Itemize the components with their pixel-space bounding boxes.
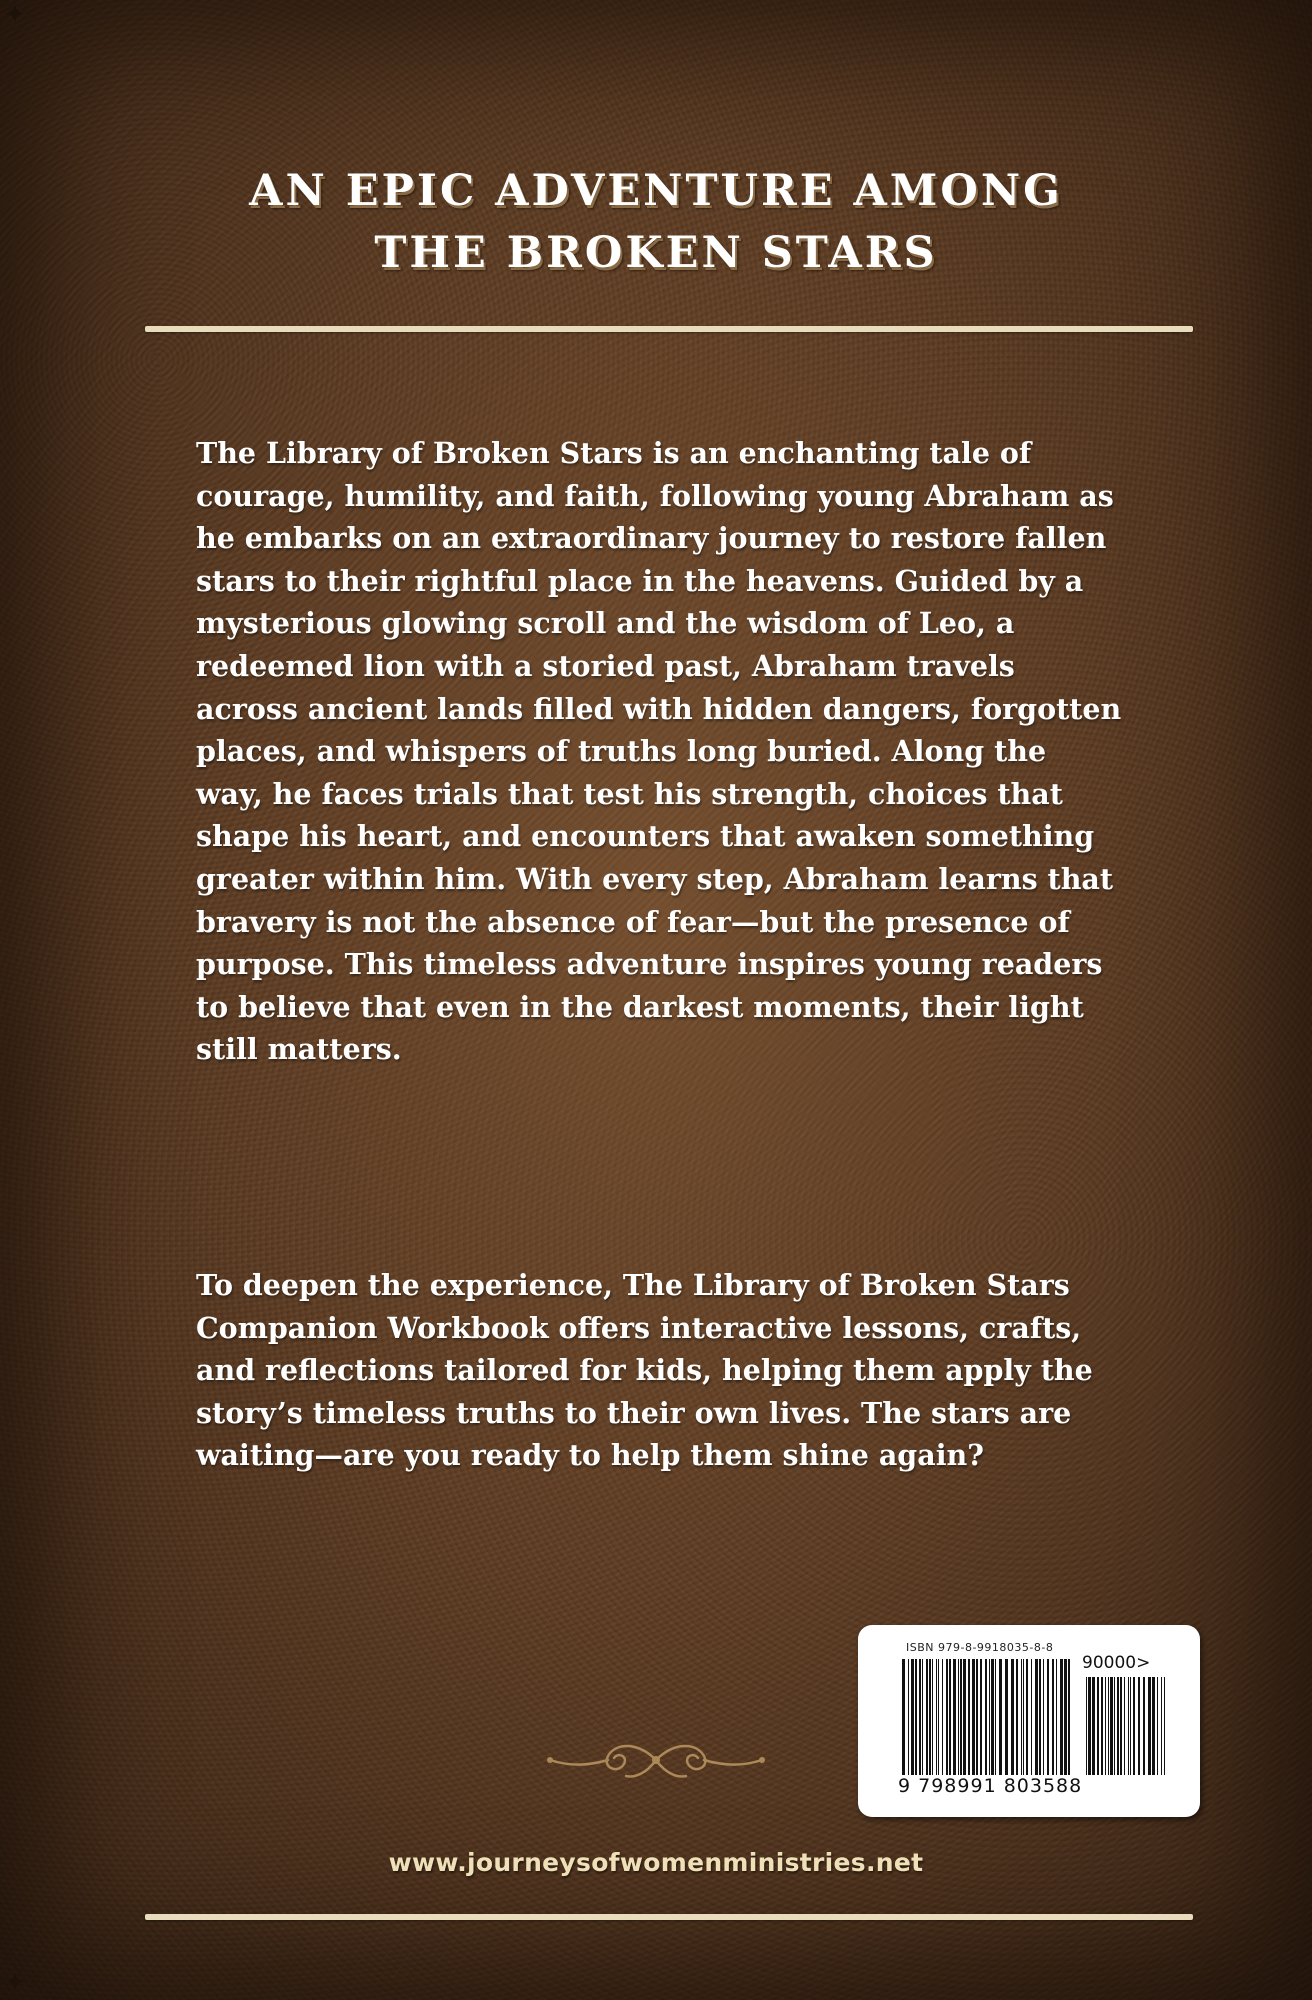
- barcode-bar: [968, 1659, 970, 1775]
- barcode-bar: [1101, 1677, 1103, 1775]
- barcode-bar: [911, 1659, 914, 1775]
- barcode-bar: [1035, 1659, 1038, 1775]
- barcode-bar: [1157, 1677, 1158, 1775]
- barcode-bar: [963, 1659, 966, 1775]
- website-url[interactable]: www.journeysofwomenministries.net: [388, 1848, 924, 1877]
- barcode-bar: [949, 1659, 951, 1775]
- barcode-bar: [1114, 1677, 1115, 1775]
- description-paragraph-2: [196, 1264, 1186, 1477]
- barcode-bar: [1060, 1659, 1063, 1775]
- barcode-bar: [1031, 1659, 1032, 1775]
- bottom-divider: [145, 1914, 1193, 1920]
- barcode-bar: [1097, 1677, 1099, 1775]
- text-line: to believe that even in the darkest moments, their light: [196, 989, 1084, 1024]
- isbn-label: ISBN 979-8-9918035-8-8: [906, 1641, 1054, 1654]
- text-line: The Library of Broken Stars is an enchanting tale of: [196, 436, 1032, 470]
- text-line: shape his heart, and encounters that awaken something: [196, 819, 1095, 854]
- barcode-bar: [1124, 1677, 1125, 1775]
- text-line: To deepen the experience, The Library of Broken Stars: [196, 1268, 1070, 1302]
- barcode-bar: [976, 1659, 978, 1775]
- barcode-bar: [999, 1659, 1002, 1775]
- flourish-ornament-icon: [538, 1736, 774, 1784]
- corner-rivet-icon: ✦: [4, 0, 26, 30]
- barcode-bar: [995, 1659, 996, 1775]
- headline-line-1: AN EPIC ADVENTURE AMONG: [249, 166, 1063, 216]
- barcode-bar: [1056, 1659, 1057, 1775]
- barcode-bar: [1026, 1659, 1028, 1775]
- text-line: waiting—are you ready to help them shine again?: [196, 1438, 984, 1473]
- barcode-bar: [942, 1659, 943, 1775]
- barcode-bar: [938, 1659, 939, 1775]
- text-line: he embarks on an extraordinary journey to restore fallen: [196, 521, 1107, 556]
- text-line: redeemed lion with a storied past, Abraham travels: [196, 648, 1015, 683]
- barcode-main-bars: [902, 1659, 1070, 1775]
- barcode-bar: [1108, 1677, 1109, 1775]
- isbn-digits: 9 798991 803588: [898, 1775, 1083, 1797]
- barcode-bar: [1105, 1677, 1106, 1775]
- barcode-addon-bars: [1086, 1677, 1166, 1775]
- barcode-bar: [1088, 1677, 1091, 1775]
- barcode-bar: [1164, 1677, 1165, 1775]
- text-line: places, and whispers of truths long buried. Along the: [196, 734, 1047, 769]
- text-line: bravery is not the absence of fear—but the presence of: [196, 904, 1070, 939]
- barcode-bar: [1023, 1659, 1024, 1775]
- barcode-bar: [902, 1659, 905, 1775]
- text-line: greater within him. With every step, Abraham learns that: [196, 861, 1114, 896]
- barcode-bar: [915, 1659, 917, 1775]
- barcode-bar: [908, 1659, 909, 1775]
- corner-rivet-icon: ✦: [4, 1968, 26, 1998]
- top-divider: [145, 326, 1193, 332]
- barcode-bar: [1152, 1677, 1155, 1775]
- barcode-bar: [980, 1659, 982, 1775]
- barcode-bar: [991, 1659, 994, 1775]
- price-code: 90000>: [1082, 1653, 1151, 1673]
- barcode-bar: [1016, 1659, 1018, 1775]
- barcode-bar: [960, 1659, 962, 1775]
- barcode-bar: [932, 1659, 933, 1775]
- barcode-bar: [922, 1659, 923, 1775]
- barcode-bar: [1148, 1677, 1151, 1775]
- barcode-bar: [1120, 1677, 1122, 1775]
- barcode-bar: [1052, 1659, 1054, 1775]
- text-line: stars to their rightful place in the heavens. Guided by a: [196, 563, 1084, 598]
- barcode-bar: [972, 1659, 975, 1775]
- text-line: across ancient lands filled with hidden dangers, forgotten: [196, 691, 1122, 726]
- barcode-bar: [1092, 1677, 1095, 1775]
- barcode-bar: [1128, 1677, 1129, 1775]
- barcode-bar: [1039, 1659, 1041, 1775]
- headline: [0, 160, 1312, 284]
- barcode-bar: [958, 1659, 959, 1775]
- barcode-bar: [929, 1659, 931, 1775]
- barcode-bar: [919, 1659, 921, 1775]
- text-line: courage, humility, and faith, following young Abraham as: [196, 478, 1114, 513]
- text-line: mysterious glowing scroll and the wisdom of Leo, a: [196, 606, 1015, 641]
- text-line: way, he faces trials that test his strength, choices that: [196, 776, 1063, 811]
- barcode-bar: [989, 1659, 990, 1775]
- barcode-bar: [1138, 1677, 1140, 1775]
- barcode-bar: [1064, 1659, 1067, 1775]
- text-line: and reflections tailored for kids, helping them apply the: [196, 1353, 1093, 1388]
- text-line: purpose. This timeless adventure inspires young readers: [196, 947, 1103, 982]
- barcode-bar: [1068, 1659, 1070, 1775]
- barcode-bar: [1043, 1659, 1044, 1775]
- barcode-bar: [1011, 1659, 1014, 1775]
- barcode-bar: [1130, 1677, 1131, 1775]
- text-line: still matters.: [196, 1032, 402, 1067]
- headline-line-2: THE BROKEN STARS: [374, 228, 938, 278]
- barcode-bar: [1143, 1677, 1145, 1775]
- barcode-bar: [926, 1659, 928, 1775]
- text-line: story’s timeless truths to their own lives. The stars are: [196, 1395, 1072, 1430]
- barcode-bar: [1086, 1677, 1087, 1775]
- description-paragraph-1: [196, 432, 1186, 1071]
- barcode-bar: [953, 1659, 956, 1775]
- barcode-bar: [1021, 1659, 1022, 1775]
- barcode-bar: [1005, 1659, 1008, 1775]
- barcode-bar: [1110, 1677, 1113, 1775]
- barcode-bar: [936, 1659, 937, 1775]
- barcode-bar: [1161, 1677, 1162, 1775]
- barcode-bar: [1117, 1677, 1119, 1775]
- barcode-bar: [1133, 1677, 1135, 1775]
- barcode-bar: [1047, 1659, 1049, 1775]
- barcode-bar: [946, 1659, 948, 1775]
- text-line: Companion Workbook offers interactive lessons, crafts,: [196, 1310, 1082, 1345]
- isbn-barcode: [858, 1625, 1200, 1817]
- barcode-bar: [985, 1659, 987, 1775]
